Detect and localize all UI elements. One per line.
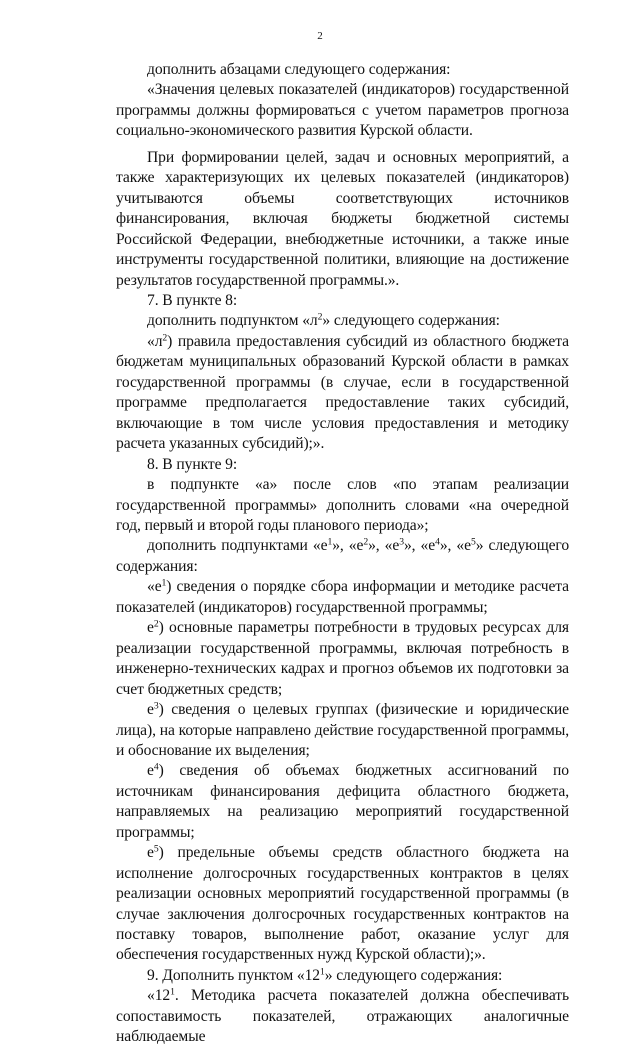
paragraph-text: ) сведения об объемах бюджетных ассигнований по источникам финансирования дефицита областного бюджета, направляемых на реализацию мероприятий государственной программы; (116, 762, 569, 841)
paragraph (116, 475, 569, 536)
paragraph-text: «Значения целевых показателей (индикаторов) государственной программы должны формироваться с учетом параметров прогноза социально-экономического развития Курской области. (116, 81, 569, 140)
paragraph (116, 618, 569, 700)
superscript: 1 (170, 987, 175, 999)
paragraph (116, 455, 569, 475)
superscript: 1 (161, 578, 167, 590)
paragraph (116, 148, 569, 291)
paragraph-text: дополнить подпунктами «е (147, 537, 328, 555)
paragraph (116, 966, 569, 986)
paragraph (116, 60, 569, 80)
superscript: 3 (153, 700, 159, 712)
paragraph-text: ) сведения о порядке сбора информации и методике расчета показателей (индикаторов) государственной программы; (116, 578, 569, 616)
superscript: 2 (363, 537, 369, 549)
paragraph-text: », «е (403, 537, 436, 555)
paragraph-text: », «е (439, 537, 471, 555)
paragraph-text: 8. В пункте 9: (147, 455, 238, 473)
paragraph-text: е (147, 762, 154, 780)
paragraph (116, 311, 569, 331)
paragraph-text: ) предельные объемы средств областного бюджета на исполнение долгосрочных государственных контрактов в целях реализации основных мероприятий государственной программы (в случае заключения долгосрочных государственных контрактов на поставку товаров, выполнение работ, оказание услуг для обеспечения государственных нужд Курской области);». (116, 844, 569, 964)
paragraph-text: «л (147, 332, 163, 350)
superscript: 1 (319, 966, 325, 978)
paragraph-text: е (147, 701, 154, 719)
paragraph (116, 761, 569, 843)
paragraph (116, 332, 569, 455)
paragraph-text: », «е (332, 537, 364, 555)
paragraph (116, 291, 569, 311)
paragraph-text: дополнить абзацами следующего содержания: (147, 61, 451, 78)
paragraph-text: ) правила предоставления субсидий из областного бюджета бюджетам муниципальных образований Курской области в рамках государственной программы (в случае, если в государственной программе предполагается предоставление таких субсидий, включающие в том числе условия предоставления и методику расчета указанных субсидий);». (116, 332, 569, 453)
paragraph-text: ) основные параметры потребности в трудовых ресурсах для реализации государственной программы, включая потребность в инженерно-технических кадрах и прогноз объемов их подготовки за счет бюджетных средств; (116, 619, 569, 698)
paragraph (116, 986, 569, 1047)
paragraph-text: 9. Дополнить пунктом «12 (147, 966, 320, 984)
paragraph-text: е (147, 844, 154, 862)
paragraph-text: дополнить подпунктом «л (147, 312, 318, 330)
superscript: 4 (153, 762, 159, 774)
page-number: 2 (317, 30, 323, 42)
paragraph (116, 80, 569, 141)
paragraph-text: При формировании целей, задач и основных мероприятий, а также характеризующих их целевых показателей (индикаторов) учитываются объемы соответствующих источников финансирования, включая бюджеты бюджетной системы Российской Федерации, внебюджетные источники, а также иные инструменты государственной политики, влияющие на достижение результатов государственной программы.». (116, 148, 569, 289)
superscript: 1 (327, 537, 333, 549)
paragraph-text: «12 (147, 987, 171, 1005)
superscript: 5 (470, 537, 476, 549)
paragraph (116, 700, 569, 761)
superscript: 3 (399, 537, 404, 549)
paragraph-text: в подпункте «а» после слов «по этапам реализации государственной программы» дополнить словами «на очередной год, первый и второй годы планового периода»; (116, 476, 569, 534)
paragraph-text: » следующего содержания: (322, 312, 500, 330)
superscript: 4 (435, 537, 440, 549)
superscript: 2 (317, 312, 323, 324)
paragraph-text: «е (147, 578, 162, 596)
paragraph-text: 7. В пункте 8: (147, 291, 238, 309)
superscript: 5 (153, 843, 159, 855)
paragraph-text: », «е (368, 537, 400, 555)
paragraph (116, 536, 569, 577)
superscript: 2 (162, 332, 168, 344)
paragraph-text: . Методика расчета показателей должна обеспечивать сопоставимость показателей, отражающих аналогичные наблюдаемые (116, 987, 569, 1046)
paragraph (116, 577, 569, 618)
document-body (116, 60, 569, 1048)
paragraph-text: е (147, 619, 154, 637)
paragraph-text: » следующего содержания: (116, 537, 570, 575)
superscript: 2 (153, 618, 159, 630)
paragraph-text: » следующего содержания: (324, 966, 503, 984)
paragraph-text: ) сведения о целевых группах (физические и юридические лица), на которые направлено действие государственной программы, и обоснование их выделения; (116, 701, 569, 759)
